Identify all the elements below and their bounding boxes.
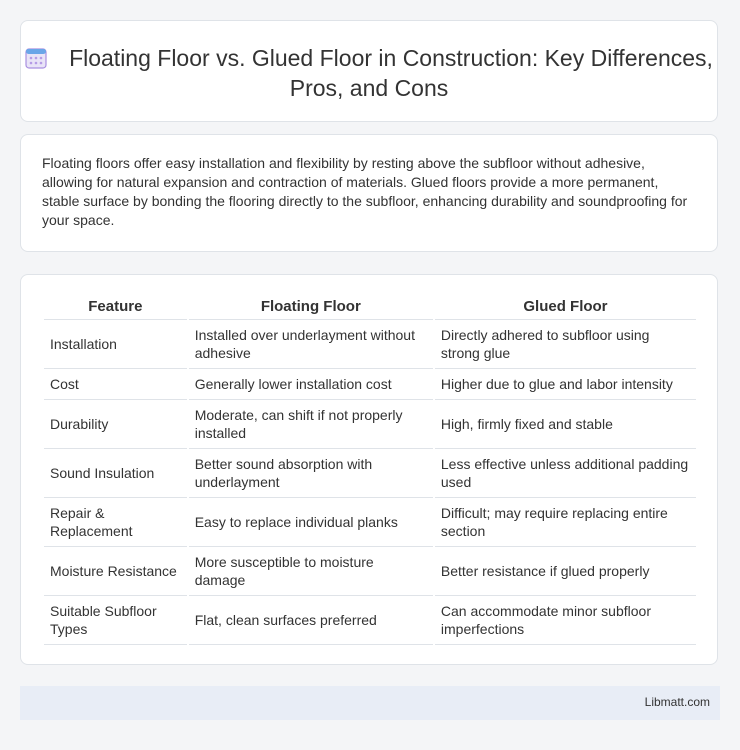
glued-cell: Difficult; may require replacing entire section <box>435 498 696 547</box>
glued-cell: Directly adhered to subfloor using strong glue <box>435 320 696 369</box>
glued-cell: High, firmly fixed and stable <box>435 400 696 449</box>
intro-paragraph: Floating floors offer easy installation and flexibility by resting above the subfloor without adhesive, allowing for natural expansion and contraction of materials. Glued floors provide a more permanent, stable surface by bonding the flooring directly to the subfloor, enhancing durability and soundproofing for your space. <box>42 155 688 228</box>
comparison-card <box>20 274 718 665</box>
feature-cell: Repair & Replacement <box>44 498 187 547</box>
table-row <box>44 547 696 596</box>
floating-cell: Moderate, can shift if not properly installed <box>189 400 433 449</box>
title-card <box>20 20 718 122</box>
footer-bar <box>20 686 720 720</box>
floating-cell: Better sound absorption with underlayment <box>189 449 433 498</box>
calendar-icon <box>25 47 47 69</box>
table-row <box>44 400 696 449</box>
intro-card <box>20 134 718 252</box>
feature-cell: Durability <box>44 400 187 449</box>
table-row <box>44 498 696 547</box>
glued-cell: Better resistance if glued properly <box>435 547 696 596</box>
footer-site-link[interactable]: Libmatt.com <box>644 695 710 709</box>
feature-cell: Installation <box>44 320 187 369</box>
floating-cell: Easy to replace individual planks <box>189 498 433 547</box>
page-title-text: Floating Floor vs. Glued Floor in Construction: Key Differences, Pros, and Cons <box>69 45 713 101</box>
floating-cell: More susceptible to moisture damage <box>189 547 433 596</box>
floating-cell: Installed over underlayment without adhesive <box>189 320 433 369</box>
table-row <box>44 369 696 400</box>
comparison-table <box>42 294 698 645</box>
glued-cell: Higher due to glue and labor intensity <box>435 369 696 400</box>
header-glued-floor: Glued Floor <box>435 294 696 320</box>
header-floating-floor: Floating Floor <box>189 294 433 320</box>
feature-cell: Cost <box>44 369 187 400</box>
feature-cell: Suitable Subfloor Types <box>44 596 187 645</box>
header-feature: Feature <box>44 294 187 320</box>
floating-cell: Flat, clean surfaces preferred <box>189 596 433 645</box>
floating-cell: Generally lower installation cost <box>189 369 433 400</box>
feature-cell: Moisture Resistance <box>44 547 187 596</box>
table-header-row <box>44 294 696 320</box>
feature-cell: Sound Insulation <box>44 449 187 498</box>
table-row <box>44 596 696 645</box>
page-title <box>21 43 717 103</box>
glued-cell: Less effective unless additional padding used <box>435 449 696 498</box>
table-row <box>44 449 696 498</box>
glued-cell: Can accommodate minor subfloor imperfections <box>435 596 696 645</box>
table-row <box>44 320 696 369</box>
